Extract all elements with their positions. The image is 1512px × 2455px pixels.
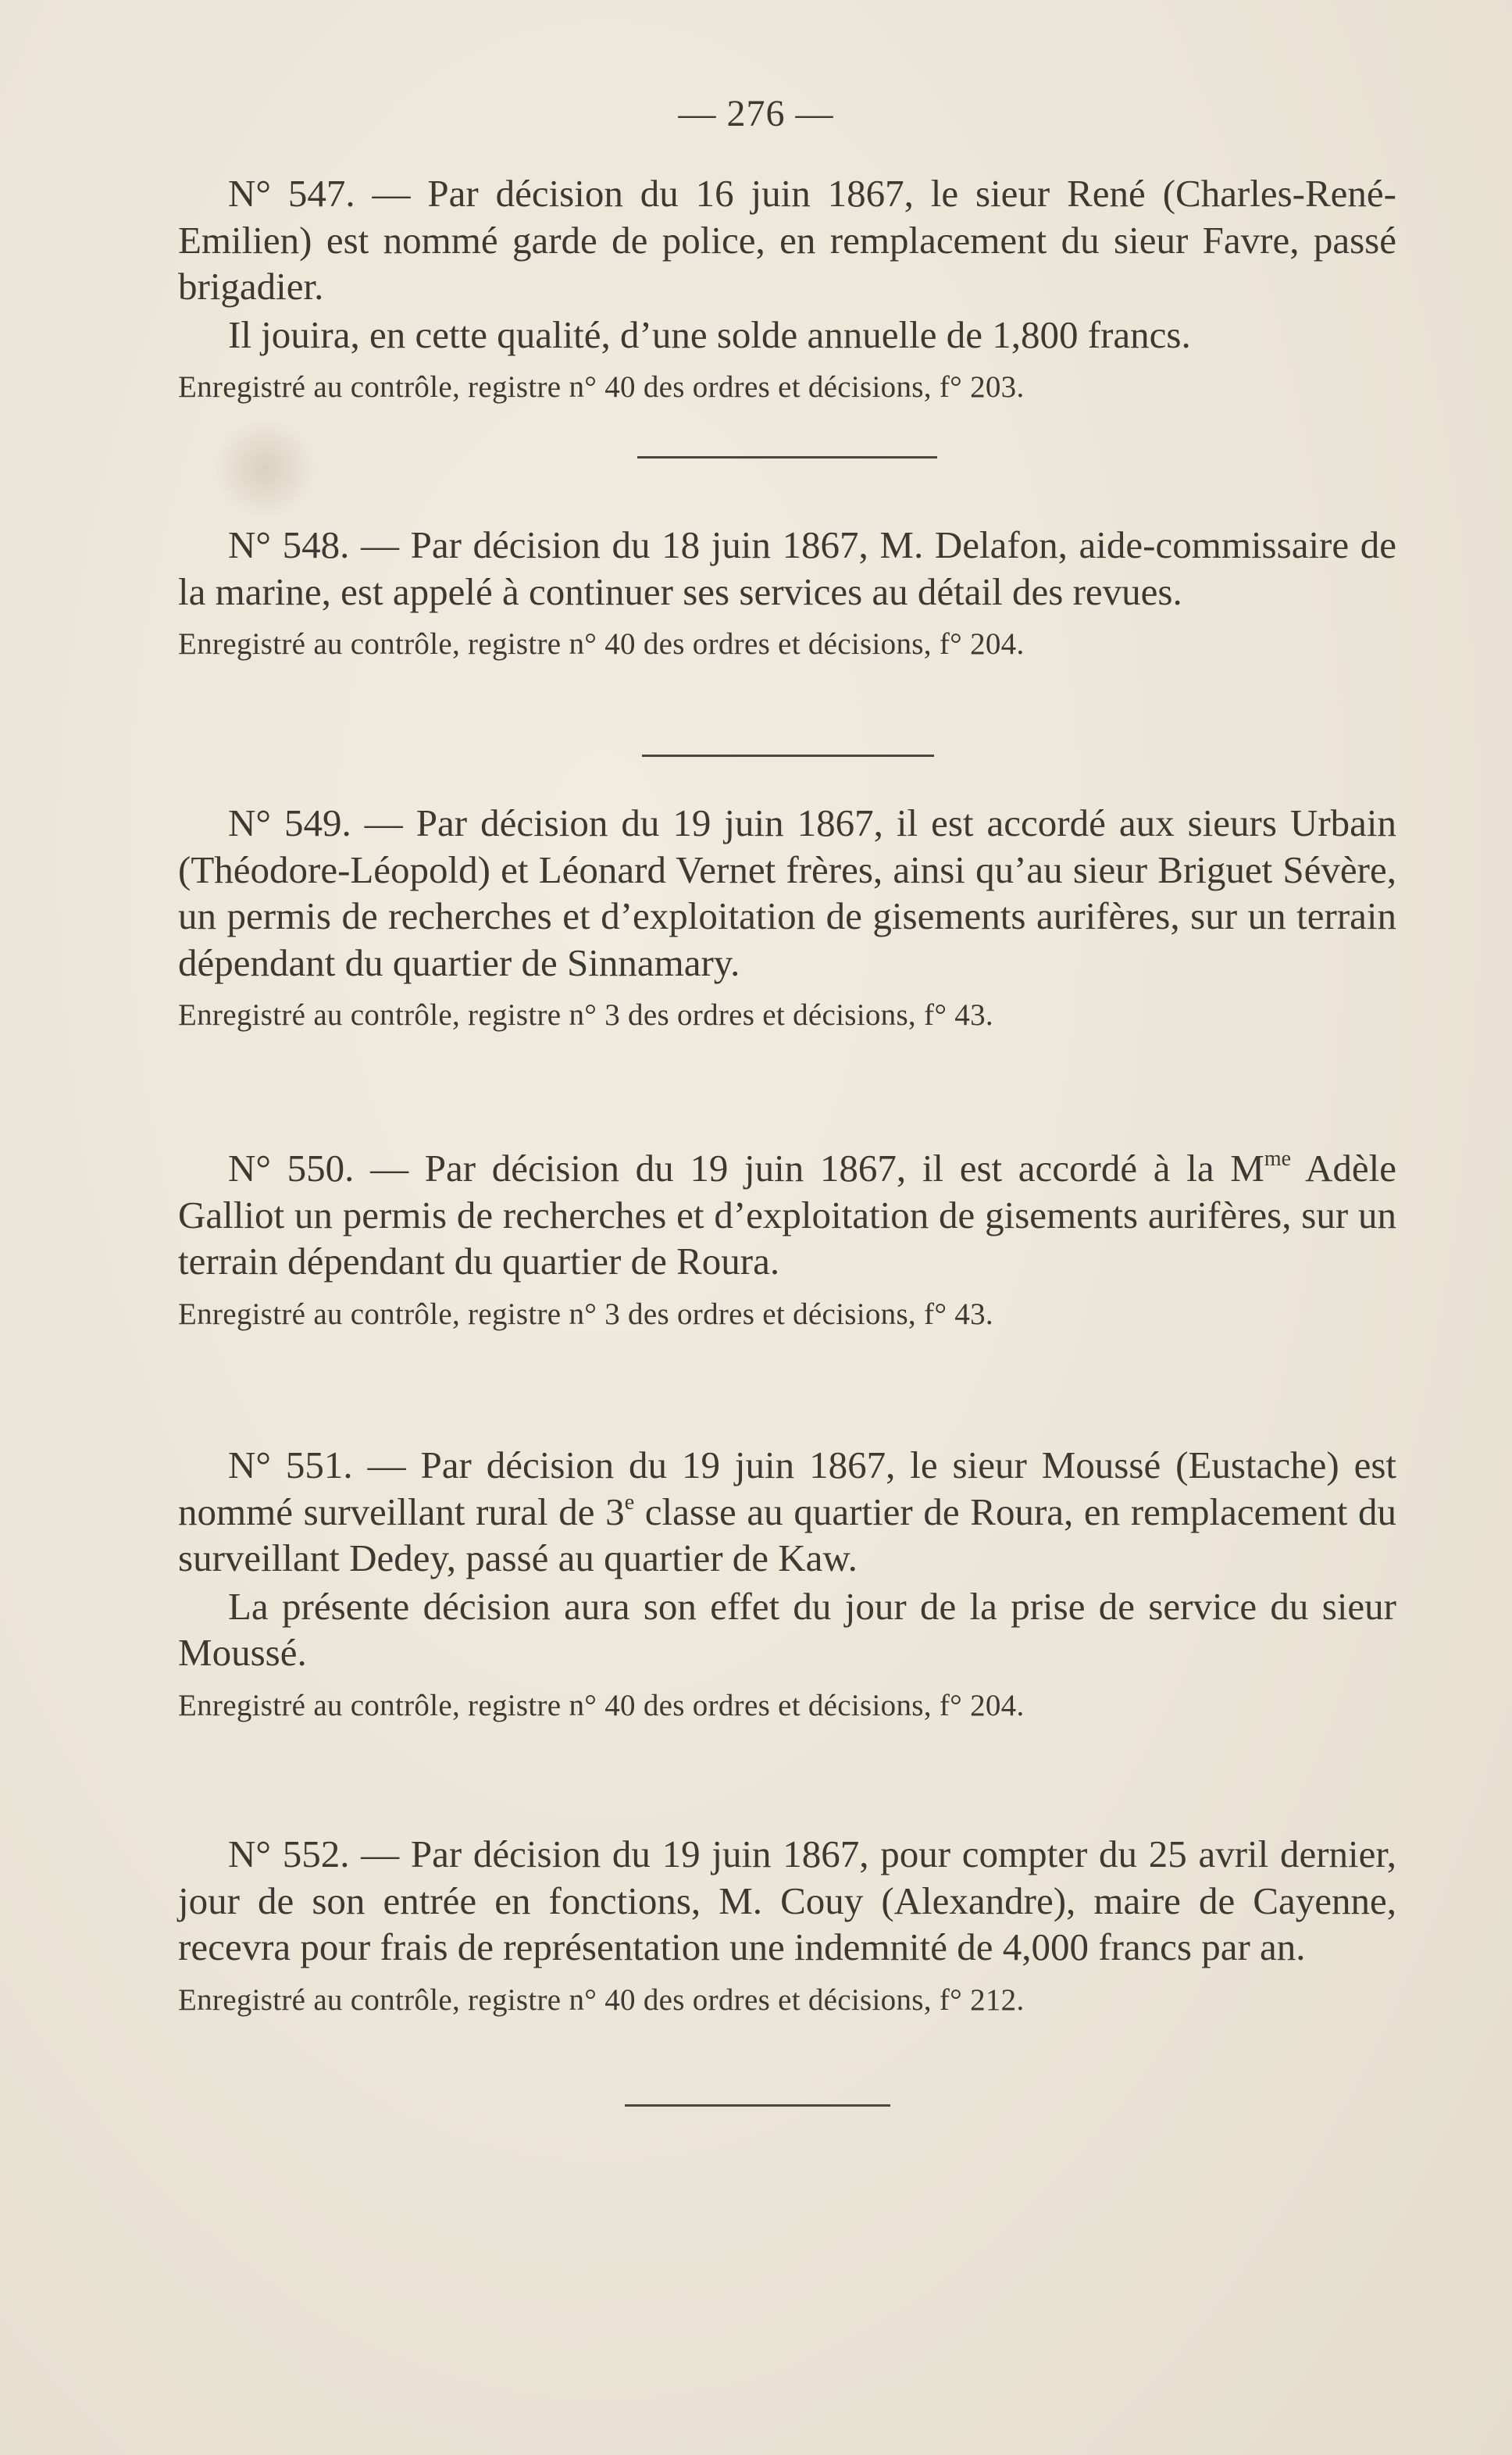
entry-paragraph: N° 552. — Par décision du 19 juin 1867, pour compter du 25 avril dernier, jour de son entrée en fonctions, M. Couy (Alexandre), maire de Cayenne, recevra pour frais de représentation une indemnité de 4,000 francs par an. — [178, 1832, 1396, 1968]
entry-text: N° 551. — Par décision du 19 juin 1867, le sieur Moussé (Eustache) est nommé surveillant rural de 3 — [178, 1443, 1396, 1533]
section-divider — [637, 456, 937, 459]
registration-note: Enregistré au contrôle, registre n° 40 des ordres et décisions, f° 204. — [178, 627, 1025, 661]
decision-entry-551 — [178, 1442, 1396, 1725]
registration-note: Enregistré au contrôle, registre n° 3 des ordres et décisions, f° 43. — [178, 998, 993, 1032]
abbreviation-superscript: me — [1264, 1147, 1292, 1171]
page-number: — 276 — — [678, 93, 834, 134]
entry-paragraph: N° 548. — Par décision du 18 juin 1867, M. Delafon, aide-commissaire de la marine, est appelé à continuer ses services au détail des revues. — [178, 523, 1396, 613]
decision-entry-552 — [178, 1831, 1396, 2019]
entry-paragraph: La présente décision aura son effet du jour de la prise de service du sieur Moussé. — [178, 1584, 1396, 1674]
decision-entry-547 — [178, 170, 1396, 406]
entry-paragraph: N° 547. — Par décision du 16 juin 1867, le sieur René (Charles-René-Emilien) est nommé garde de police, en remplacement du sieur Favre, passé brigadier. — [178, 172, 1396, 308]
decision-entry-549 — [178, 800, 1396, 1034]
ordinal-superscript: e — [624, 1490, 635, 1515]
decision-entry-550 — [178, 1145, 1396, 1333]
decision-entry-548 — [178, 522, 1396, 663]
registration-note: Enregistré au contrôle, registre n° 40 des ordres et décisions, f° 212. — [178, 1982, 1025, 2017]
entry-paragraph: Il jouira, en cette qualité, d’une solde annuelle de 1,800 francs. — [228, 312, 1191, 356]
entry-paragraph — [178, 1442, 1396, 1582]
entry-paragraph — [178, 1145, 1396, 1285]
registration-note: Enregistré au contrôle, registre n° 3 des ordres et décisions, f° 43. — [178, 1297, 993, 1331]
entry-text: classe au quartier de Roura, en remplacement du surveillant Dedey, passé au quartier de Kaw. — [178, 1490, 1396, 1579]
entry-text: Adèle Galliot un permis de recherches et d’exploitation de gisements aurifères, sur un terrain dépendant du quartier de Roura. — [178, 1147, 1396, 1283]
registration-note: Enregistré au contrôle, registre n° 40 des ordres et décisions, f° 204. — [178, 1688, 1025, 1722]
paper-stain — [211, 422, 320, 516]
section-divider — [642, 755, 934, 757]
section-divider — [625, 2104, 890, 2107]
registration-note: Enregistré au contrôle, registre n° 40 des ordres et décisions, f° 203. — [178, 370, 1025, 404]
entry-paragraph: N° 549. — Par décision du 19 juin 1867, il est accordé aux sieurs Urbain (Théodore-Léopold) et Léonard Vernet frères, ainsi qu’au sieur Briguet Sévère, un permis de recherches et d’exploitation de gisements aurifères, sur un terrain dépendant du quartier de Sinnamary. — [178, 801, 1396, 984]
entry-text: N° 550. — Par décision du 19 juin 1867, il est accordé à la M — [228, 1147, 1264, 1190]
